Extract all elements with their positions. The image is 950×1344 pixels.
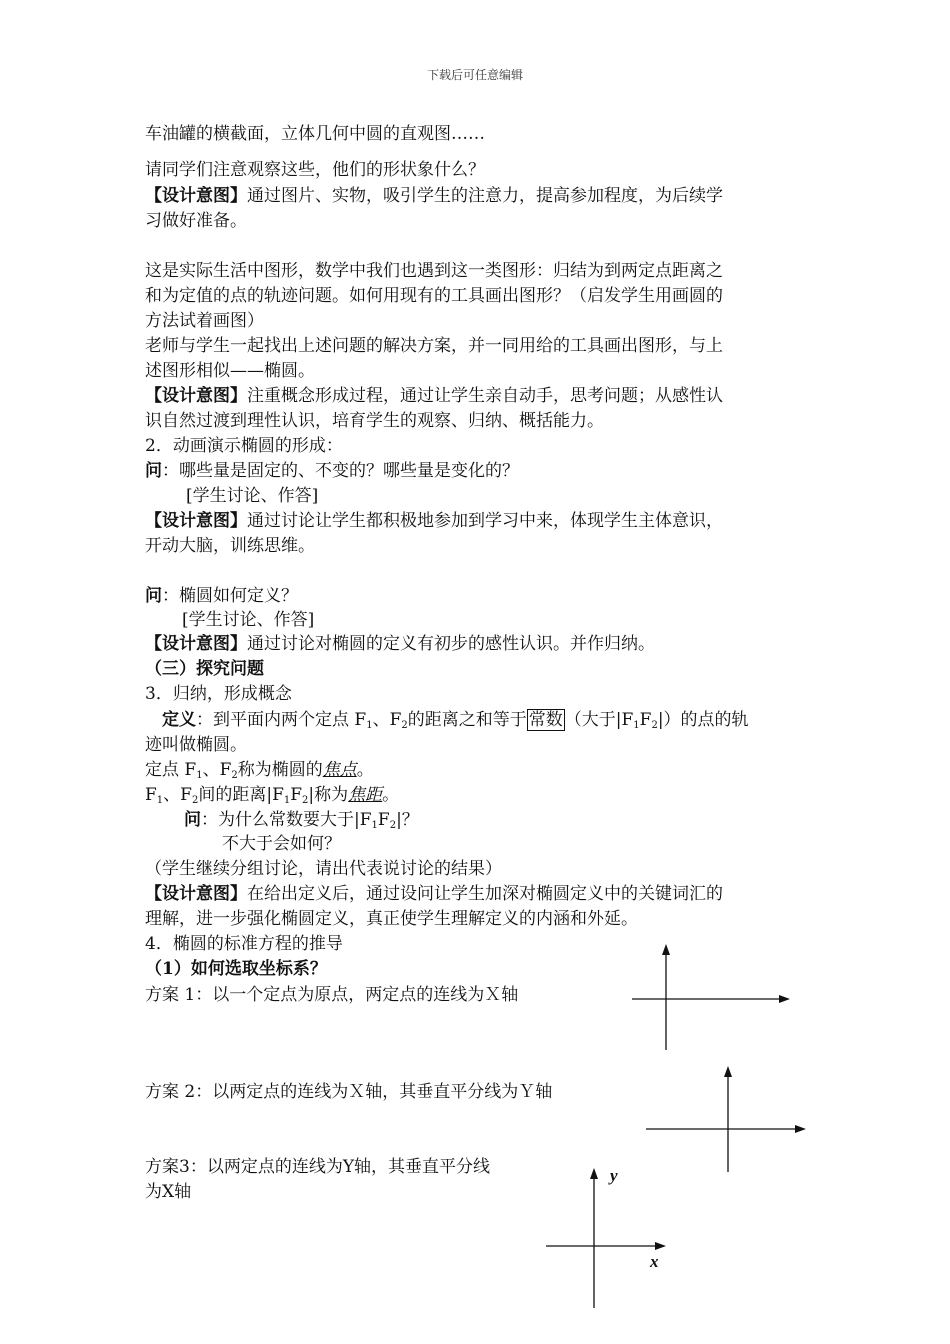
term-focus: 焦点 (322, 760, 357, 780)
coordinate-axes-2 (642, 1062, 812, 1174)
page-header: 下载后可任意编辑 (426, 68, 523, 82)
paragraph: 和为定值的点的轨迹问题。如何用现有的工具画出图形？（启发学生用画圆的 (145, 286, 723, 306)
question: 不大于会如何？ (222, 834, 341, 854)
paragraph: 请同学们注意观察这些，他们的形状象什么？ (145, 160, 485, 180)
paragraph: 【设计意图】通过图片、实物，吸引学生的注意力，提高参加程度，为后续学 (145, 186, 723, 206)
paragraph: 方法试着画图） (145, 311, 264, 331)
focal-distance-definition: $F_1$、$F_2$间的距离$|F_1F_2|$称为焦距。 (145, 785, 400, 806)
axes-diagram (642, 1062, 812, 1174)
paragraph: 理解，进一步强化椭圆定义，真正使学生理解定义的内涵和外延。 (145, 909, 638, 929)
paragraph: 述图形相似——椭圆。 (145, 361, 315, 381)
paragraph: 【设计意图】在给出定义后，通过设问让学生加深对椭圆定义中的关键词汇的 (145, 884, 723, 904)
question: 问：哪些量是固定的、不变的？哪些量是变化的？ (145, 461, 519, 481)
paragraph: 迹叫做椭圆。 (145, 735, 247, 755)
y-axis-label: y (610, 1166, 618, 1185)
question: 问：椭圆如何定义？ (145, 586, 298, 606)
design-intent-tag: 【设计意图】 (145, 634, 247, 654)
definition: 定义：到平面内两个定点 $F_1$、$F_2$的距离之和等于 常数 （大于$|F_1F_2|$）的点的轨 (162, 710, 749, 731)
focus-definition: 定点 $F_1$、$F_2$称为椭圆的焦点。 (145, 760, 374, 781)
question: 问：为什么常数要大于$|F_1F_2|$？ (184, 810, 419, 831)
sub-heading: （1）如何选取坐标系？ (145, 959, 327, 979)
boxed-constant: 常数 (528, 710, 563, 730)
paragraph: （学生继续分组讨论，请出代表说讨论的结果） (145, 859, 502, 879)
plan-2: 方案 2：以两定点的连线为Ｘ轴，其垂直平分线为Ｙ轴 (145, 1082, 553, 1102)
paragraph: 习做好准备。 (145, 211, 247, 231)
design-intent-tag: 【设计意图】 (145, 186, 247, 206)
definition-tag: 定义 (162, 710, 196, 730)
paragraph: 【设计意图】通过讨论让学生都积极地参加到学习中来，体现学生主体意识， (145, 511, 723, 531)
paragraph: 2．动画演示椭圆的形成： (145, 436, 343, 456)
question-tag: 问 (145, 461, 162, 481)
axes-diagram (628, 940, 798, 1052)
paragraph: 老师与学生一起找出上述问题的解决方案，并一同用给的工具画出图形，与上 (145, 336, 723, 356)
paragraph: 开动大脑，训练思维。 (145, 536, 315, 556)
design-intent-tag: 【设计意图】 (145, 511, 247, 531)
paragraph: 3．归纳，形成概念 (145, 684, 292, 704)
plan-3: 方案3：以两定点的连线为Y轴，其垂直平分线 (145, 1157, 491, 1177)
paragraph: 【设计意图】通过讨论对椭圆的定义有初步的感性认识。并作归纳。 (145, 634, 655, 654)
student-discussion: [学生讨论、作答] (186, 486, 319, 506)
x-axis-label: x (650, 1252, 659, 1271)
paragraph: 4．椭圆的标准方程的推导 (145, 934, 343, 954)
plan-3-cont: 为X轴 (145, 1182, 192, 1202)
design-intent-tag: 【设计意图】 (145, 386, 247, 406)
question-tag: 问 (184, 810, 201, 830)
section-heading: （三）探究问题 (145, 659, 264, 679)
paragraph: 这是实际生活中图形，数学中我们也遇到这一类图形：归结为到两定点距离之 (145, 261, 723, 281)
paragraph: 识自然过渡到理性认识，培育学生的观察、归纳、概括能力。 (145, 411, 604, 431)
term-focal-distance: 焦距 (348, 785, 383, 805)
coordinate-axes-1 (628, 940, 798, 1052)
student-discussion: [学生讨论、作答] (182, 610, 315, 630)
paragraph: 车油罐的横截面，立体几何中圆的直观图…… (145, 124, 485, 144)
question-tag: 问 (145, 586, 162, 606)
plan-1: 方案 1：以一个定点为原点，两定点的连线为Ｘ轴 (145, 985, 519, 1005)
paragraph: 【设计意图】注重概念形成过程，通过让学生亲自动手，思考问题；从感性认 (145, 386, 723, 406)
design-intent-tag: 【设计意图】 (145, 884, 247, 904)
coordinate-axes-3 (542, 1160, 682, 1310)
